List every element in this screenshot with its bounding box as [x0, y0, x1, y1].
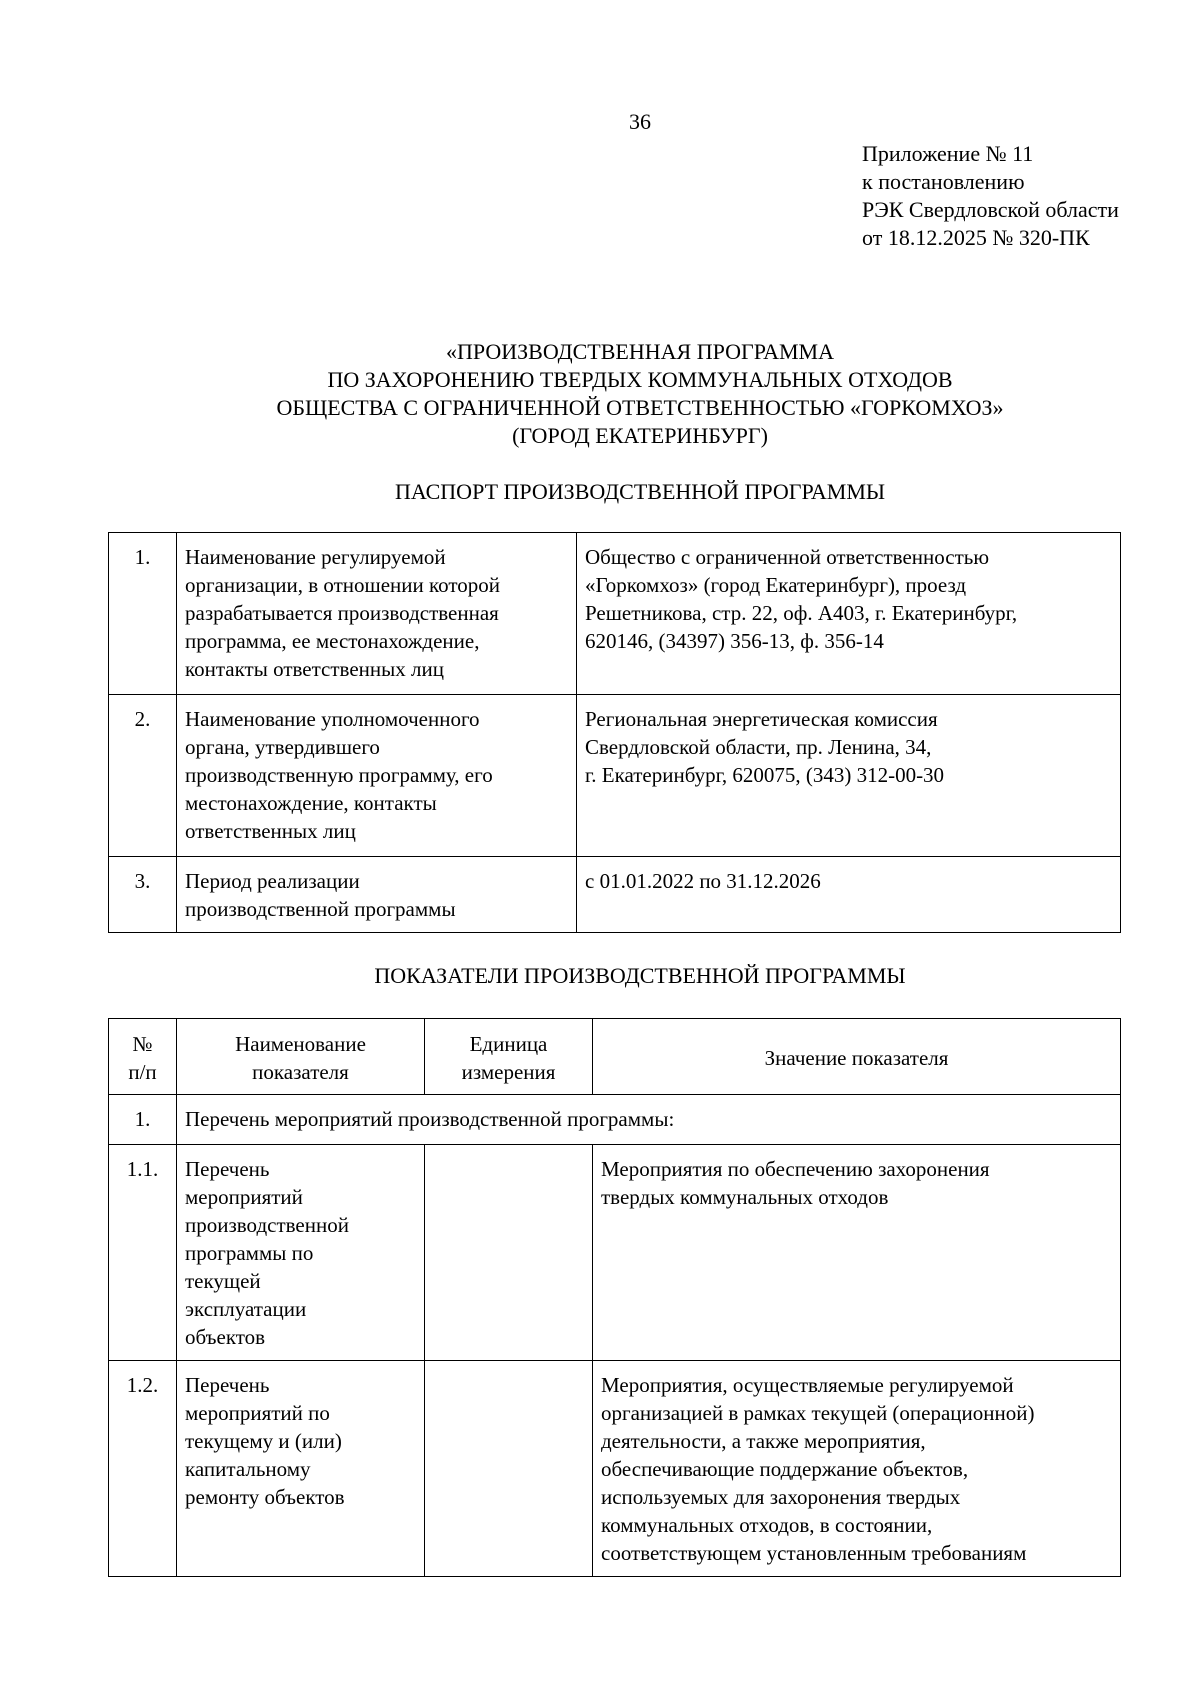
indicators-heading: ПОКАЗАТЕЛИ ПРОИЗВОДСТВЕННОЙ ПРОГРАММЫ — [374, 963, 906, 988]
indicator-value: Мероприятия, осуществляемые регулируемой организацией в рамках текущей (операционной) деятельности, а также мероприятия, обеспечивающие поддержание объектов, используемых для захоронения твердых коммунальных отходов, в состоянии, соответствующем установленным требованиям — [593, 1361, 1121, 1577]
table-row — [109, 1361, 1121, 1577]
indicator-value: Мероприятия по обеспечению захоронения твердых коммунальных отходов — [593, 1145, 1121, 1361]
passport-table — [108, 532, 1121, 933]
table-row — [109, 533, 1121, 695]
row-value: с 01.01.2022 по 31.12.2026 — [577, 857, 1121, 933]
row-number: 1.2. — [109, 1361, 177, 1577]
table-row — [109, 695, 1121, 857]
title-line: (ГОРОД ЕКАТЕРИНБУРГ) — [512, 423, 768, 448]
column-header-num: № п/п — [109, 1019, 177, 1095]
row-label: Наименование уполномоченного органа, утвердившего производственную программу, его местонахождение, контакты ответственных лиц — [177, 695, 577, 857]
table-section-row — [109, 1095, 1121, 1145]
column-header-value: Значение показателя — [593, 1019, 1121, 1095]
passport-heading: ПАСПОРТ ПРОИЗВОДСТВЕННОЙ ПРОГРАММЫ — [394, 479, 886, 504]
appendix-line: к постановлению — [862, 169, 1025, 194]
table-row — [109, 857, 1121, 933]
indicator-name: Перечень мероприятий по текущему и (или) капитальному ремонту объектов — [177, 1361, 425, 1577]
indicator-unit — [425, 1361, 593, 1577]
section-label: Перечень мероприятий производственной программы: — [177, 1095, 1121, 1145]
title-line: ОБЩЕСТВА С ОГРАНИЧЕННОЙ ОТВЕТСТВЕННОСТЬЮ «ГОРКОМХОЗ» — [276, 395, 1004, 420]
appendix-line: РЭК Свердловской области — [862, 197, 1119, 222]
appendix-line: Приложение № 11 — [862, 141, 1034, 166]
title-line: «ПРОИЗВОДСТВЕННАЯ ПРОГРАММА — [445, 339, 835, 364]
table-header-row — [109, 1019, 1121, 1095]
appendix-block — [862, 140, 1119, 252]
row-label: Наименование регулируемой организации, в отношении которой разрабатывается производственная программа, ее местонахождение, контакты ответственных лиц — [177, 533, 577, 695]
row-number: 2. — [109, 695, 177, 857]
row-number: 3. — [109, 857, 177, 933]
row-number: 1.1. — [109, 1145, 177, 1361]
indicators-table — [108, 1018, 1121, 1577]
row-label: Период реализации производственной программы — [177, 857, 577, 933]
column-header-name: Наименование показателя — [177, 1019, 425, 1095]
row-number: 1. — [109, 1095, 177, 1145]
row-number: 1. — [109, 533, 177, 695]
page-number: 36 — [629, 109, 651, 134]
table-row — [109, 1145, 1121, 1361]
document-title — [0, 338, 1200, 450]
title-line: ПО ЗАХОРОНЕНИЮ ТВЕРДЫХ КОММУНАЛЬНЫХ ОТХОДОВ — [327, 367, 953, 392]
indicator-unit — [425, 1145, 593, 1361]
row-value: Региональная энергетическая комиссия Свердловской области, пр. Ленина, 34, г. Екатеринбург, 620075, (343) 312-00-30 — [577, 695, 1121, 857]
appendix-line: от 18.12.2025 № 320-ПК — [862, 225, 1090, 250]
column-header-unit: Единица измерения — [425, 1019, 593, 1095]
row-value: Общество с ограниченной ответственностью «Горкомхоз» (город Екатеринбург), проезд Решетникова, стр. 22, оф. А403, г. Екатеринбург, 620146, (34397) 356-13, ф. 356-14 — [577, 533, 1121, 695]
indicator-name: Перечень мероприятий производственной программы по текущей эксплуатации объектов — [177, 1145, 425, 1361]
